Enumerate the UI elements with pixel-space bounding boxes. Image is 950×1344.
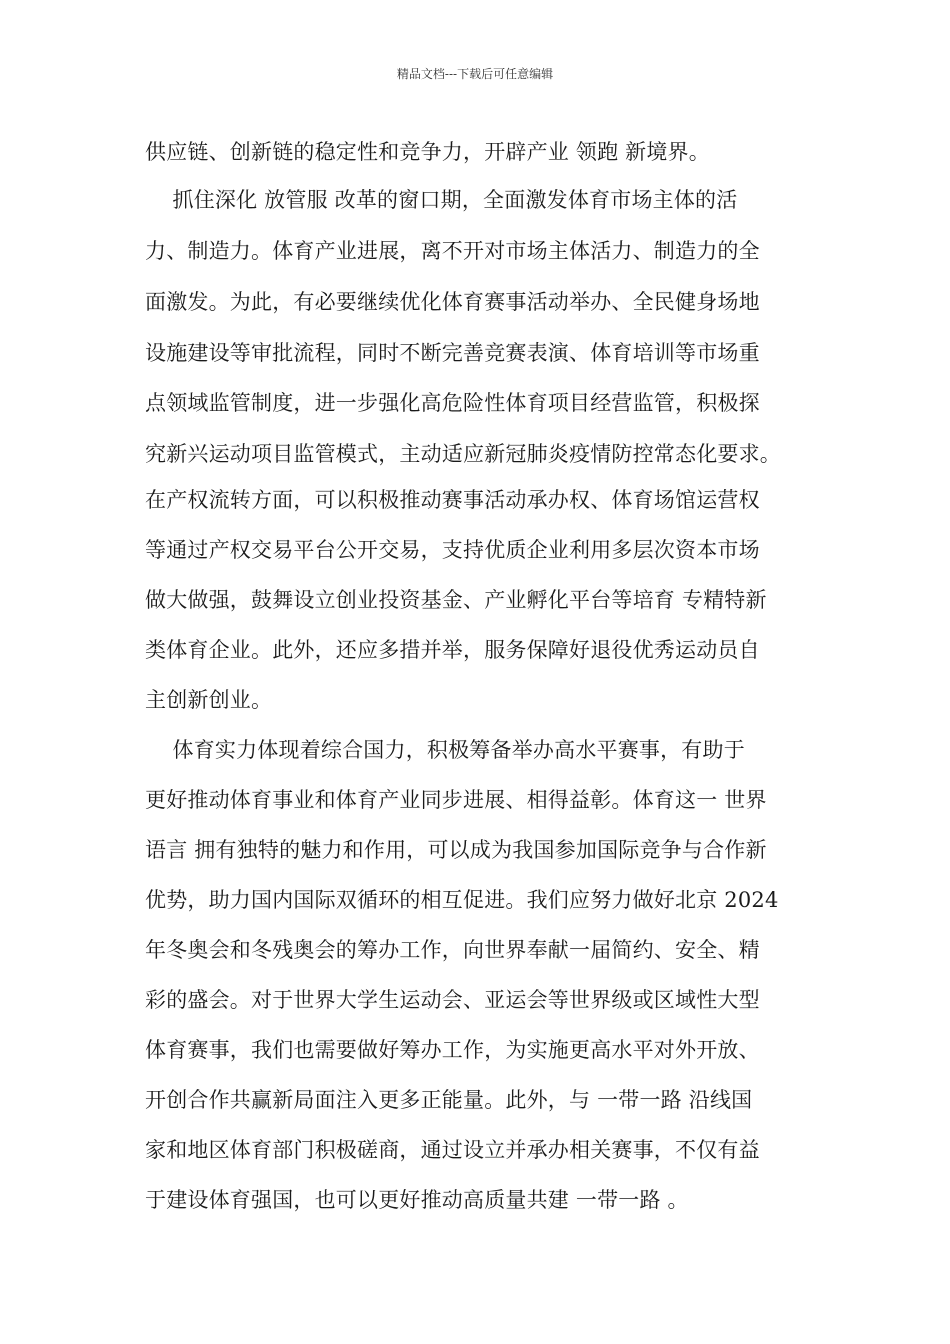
text-line: 体育实力体现着综合国力，积极筹备举办高水平赛事，有助于: [145, 738, 745, 762]
text-line: 类体育企业。此外，还应多措并举，服务保障好退役优秀运动员自: [145, 638, 760, 662]
text-line: 究新兴运动项目监管模式，主动适应新冠肺炎疫情防控常态化要求。: [145, 442, 781, 466]
text-line: 等通过产权交易平台公开交易，支持优质企业利用多层次资本市场: [145, 538, 760, 562]
text-line: 主创新创业。: [145, 688, 273, 712]
text-line: 家和地区体育部门积极磋商，通过设立并承办相关赛事，不仅有益: [145, 1138, 760, 1162]
text-line: 面激发。为此，有必要继续优化体育赛事活动举办、全民健身场地: [145, 290, 760, 314]
page-header: 精品文档---下载后可任意编辑: [396, 67, 554, 81]
text-line: 于建设体育强国，也可以更好推动高质量共建 一带一路 。: [145, 1188, 689, 1212]
text-line: 点领域监管制度，进一步强化高危险性体育项目经营监管，积极探: [145, 391, 760, 415]
text-line: 开创合作共赢新局面注入更多正能量。此外，与 一带一路 沿线国: [145, 1088, 753, 1112]
text-line: 优势，助力国内国际双循环的相互促进。我们应努力做好北京 2024: [145, 888, 779, 912]
text-line: 彩的盛会。对于世界大学生运动会、亚运会等世界级或区域性大型: [145, 988, 760, 1012]
text-line: 年冬奥会和冬残奥会的筹办工作，向世界奉献一届简约、安全、精: [145, 938, 760, 962]
text-line: 更好推动体育事业和体育产业同步进展、相得益彰。体育这一 世界: [145, 788, 767, 812]
text-line: 做大做强，鼓舞设立创业投资基金、产业孵化平台等培育 专精特新: [145, 588, 767, 612]
text-line: 在产权流转方面，可以积极推动赛事活动承办权、体育场馆运营权: [145, 488, 760, 512]
text-line: 设施建设等审批流程，同时不断完善竞赛表演、体育培训等市场重: [145, 341, 760, 365]
text-line: 力、制造力。体育产业进展，离不开对市场主体活力、制造力的全: [145, 239, 760, 263]
text-line: 抓住深化 放管服 改革的窗口期，全面激发体育市场主体的活: [145, 188, 738, 212]
text-line: 体育赛事，我们也需要做好筹办工作，为实施更高水平对外开放、: [145, 1038, 760, 1062]
text-line: 语言 拥有独特的魅力和作用，可以成为我国参加国际竞争与合作新: [145, 838, 767, 862]
text-line: 供应链、创新链的稳定性和竞争力，开辟产业 领跑 新境界。: [145, 140, 710, 164]
